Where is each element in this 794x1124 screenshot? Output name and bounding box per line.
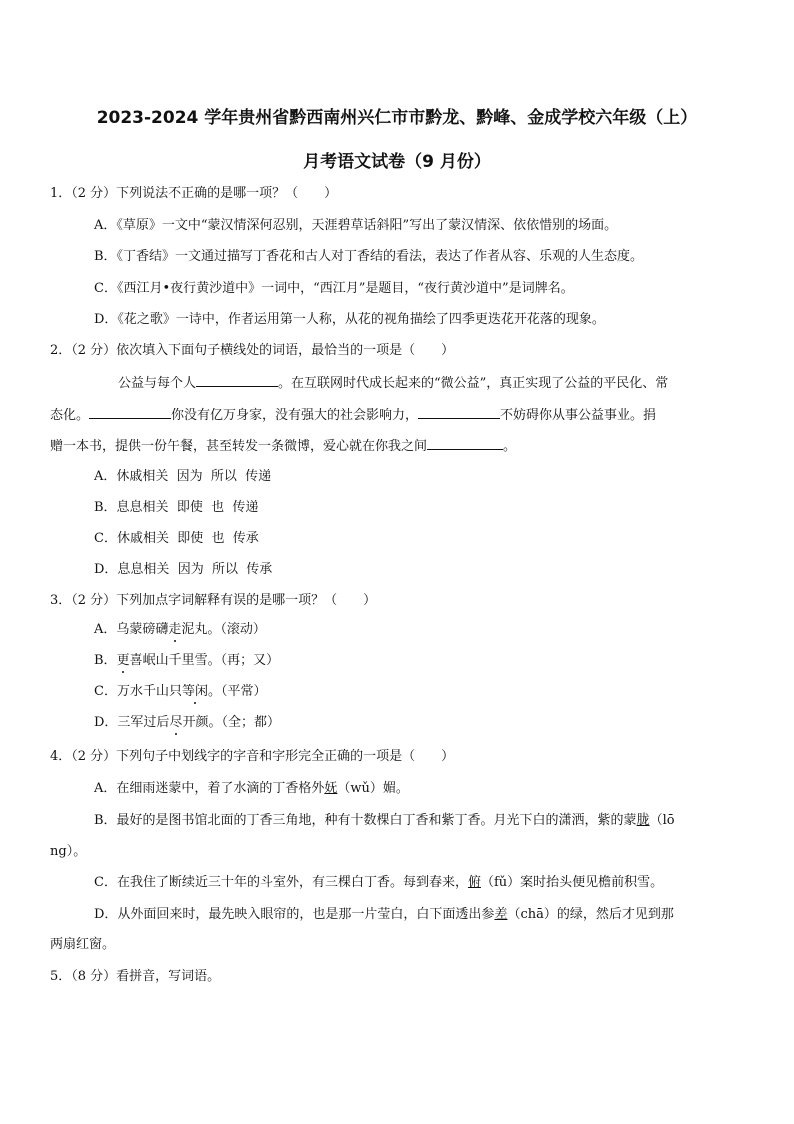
question-4-option-c [94,874,663,892]
option-text: 。（平常） [207,684,267,699]
question-5-stem: 5．（8 分）看拼音，写词语。 [50,969,221,984]
option-text: B． [94,653,117,668]
question-1-option-b: B．《丁香结》一文通过描写丁香花和古人对丁香结的看法，表达了作者从容、乐观的人生态度。 [94,249,644,264]
option-text: B．最好的是图书馆北面的丁香三角地，种有十数棵白丁香和紫丁香。月光下白的潇洒，紫的蒙 [94,813,637,828]
option-text: 泥丸。（滚动） [181,622,266,637]
question-3-stem: 3．（2 分）下列加点字词解释有误的是哪一项？（ ） [50,593,377,608]
question-2-option-b: B．息息相关 即使 也 传递 [94,500,259,515]
option-text: （chā）的绿，然后才见到那 [507,907,674,922]
dotted-character: 走 [168,622,182,637]
question-2-option-a: A．休戚相关 因为 所以 传递 [94,469,272,484]
exam-title-line-2: 月考语文试卷（9 月份） [303,152,491,172]
passage-text: 。在互联网时代成长起来的“微公益”，真正实现了公益的平民化、常 [278,376,669,391]
option-text: A．乌蒙磅礴 [94,622,169,637]
dotted-character: 等闲 [181,684,208,699]
option-text: （wǔ）媚。 [337,781,409,796]
passage-text: 你没有亿万身家，没有强大的社会影响力， [171,408,419,423]
question-3-option-a [94,621,266,639]
question-4-option-b-continued: ng）。 [50,844,87,859]
question-4-option-b [94,812,675,830]
option-text: （fǔ）案时抬头便见檐前积雪。 [480,875,664,890]
question-2-passage-line-1 [118,374,794,393]
question-1-option-a: A．《草原》一文中“蒙汉情深何忍别，天涯碧草话斜阳”写出了蒙汉情深、依依惜别的场面。 [94,218,618,233]
passage-text: 公益与每个人 [118,376,197,391]
underlined-character: 妩 [324,781,338,796]
fill-blank-4 [427,437,503,450]
question-3-option-c [94,683,266,701]
question-2-passage-line-3 [50,437,750,456]
underlined-character: 俯 [467,875,481,890]
passage-text: 态化。 [50,408,90,423]
option-text: （lō [649,813,675,828]
passage-text: 赠一本书，提供一份午餐，甚至转发一条微博，爱心就在你我之间 [50,439,428,454]
passage-text: 。 [503,439,517,454]
underlined-character: 差 [494,907,508,922]
question-3-option-b [94,652,279,670]
option-text: C．在我住了断续近三十年的斗室外，有三棵白丁香。每到春来， [94,875,468,890]
question-2-option-d: D．息息相关 因为 所以 传承 [94,562,273,577]
question-2-option-c: C．休戚相关 即使 也 传承 [94,531,259,546]
option-text: A．在细雨迷蒙中，着了水滴的丁香格外 [94,781,325,796]
question-4-option-a [94,780,409,798]
underlined-character: 胧 [636,813,650,828]
dotted-character: 更 [116,653,130,668]
fill-blank-2 [89,406,171,419]
option-text: 开颜。（全；都） [182,715,280,730]
question-1-option-c: C．《西江月•夜行黄沙道中》一词中，“西江月”是题目，“夜行黄沙道中”是词牌名。 [94,281,574,296]
question-1-option-d: D．《花之歌》一诗中，作者运用第一人称，从花的视角描绘了四季更迭花开花落的现象。 [94,312,605,327]
question-2-passage-line-2 [50,406,750,425]
option-text: C．万水千山只 [94,684,182,699]
option-text: 喜岷山千里雪。（再；又） [129,653,280,668]
fill-blank-3 [418,406,500,419]
question-3-option-d [94,714,280,732]
question-1-stem: 1．（2 分）下列说法不正确的是哪一项？（ ） [50,186,338,201]
dotted-character: 尽 [169,715,183,730]
fill-blank-1 [196,374,278,387]
passage-text: 不妨碍你从事公益事业。捐 [500,408,657,423]
exam-title-line-1: 2023-2024 学年贵州省黔西南州兴仁市市黔龙、黔峰、金成学校六年级（上） [96,108,698,128]
question-4-option-d [94,906,674,924]
question-4-stem: 4．（2 分）下列句子中划线字的字音和字形完全正确的一项是（ ） [50,749,455,764]
question-4-option-d-continued: 两扇红窗。 [50,937,116,952]
option-text: D．三军过后 [94,715,170,730]
option-text: D．从外面回来时，最先映入眼帘的，也是那一片莹白，白下面透出参 [94,907,495,922]
question-2-stem: 2．（2 分）依次填入下面句子横线处的词语，最恰当的一项是（ ） [50,343,455,358]
